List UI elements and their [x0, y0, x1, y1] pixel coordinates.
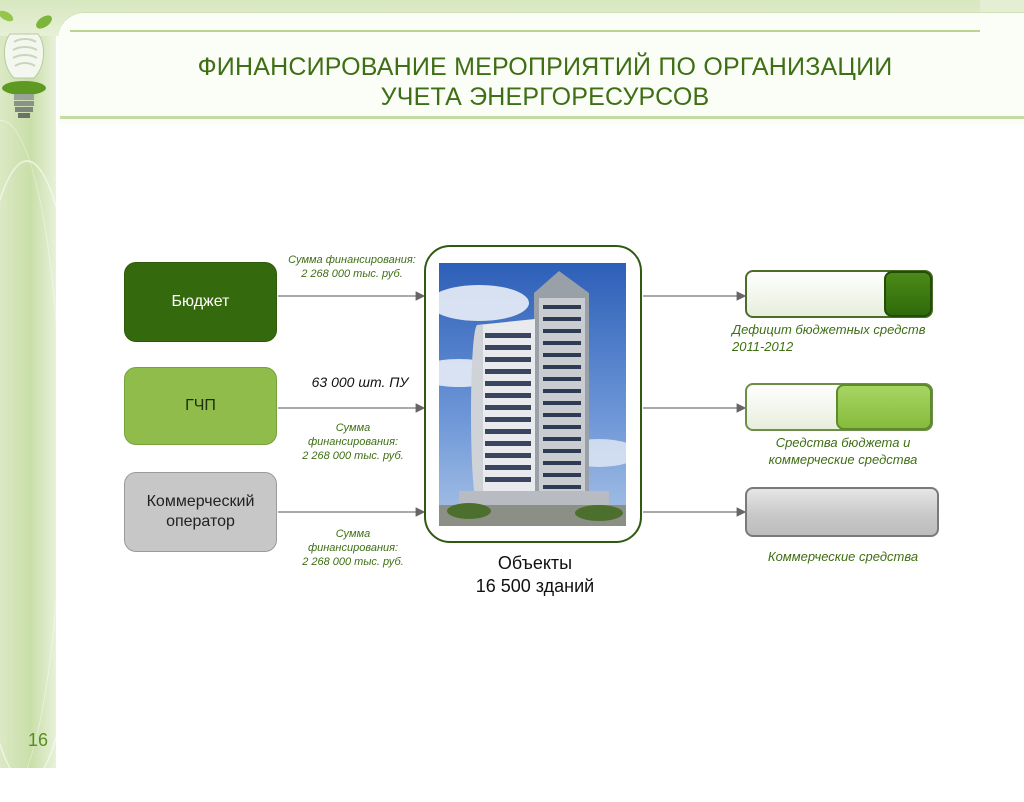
page-number: 16 — [28, 730, 49, 750]
objects-label — [440, 552, 630, 598]
funding-text: финансирования: — [307, 436, 399, 448]
result-bar-budget-deficit — [745, 270, 933, 318]
funding-label-commercial — [283, 527, 423, 569]
objects-count: 16 500 зданий — [475, 576, 595, 596]
title-line-2: УЧЕТА ЭНЕРГОРЕСУРСОВ — [380, 83, 710, 111]
result-label-commercial — [745, 548, 941, 565]
funding-text: Сумма — [335, 528, 371, 540]
source-commercial-box — [124, 472, 277, 552]
objects-title: Объекты — [497, 553, 573, 573]
source-budget-box — [124, 262, 277, 342]
funding-text: Сумма финансирования: — [288, 254, 416, 266]
result-bar-fill — [836, 384, 932, 430]
result-text: Средства бюджета и — [775, 435, 911, 450]
funding-amount: 2 268 000 тыс. руб. — [301, 268, 403, 280]
result-text: коммерческие средства — [768, 452, 918, 467]
source-commercial-label: Коммерческий оператор — [146, 493, 255, 530]
source-gchp-box — [124, 367, 277, 445]
meter-count-label: 63 000 шт. ПУ — [311, 374, 409, 390]
funding-text: финансирования: — [307, 542, 399, 554]
source-gchp-label: ГЧП — [185, 397, 216, 414]
result-bar-budget-and-commercial — [745, 383, 933, 431]
result-bar-commercial — [745, 487, 939, 537]
result-text: Дефицит бюджетных средств — [732, 322, 926, 337]
funding-amount: 2 268 000 тыс. руб. — [302, 556, 404, 568]
result-label-budget-and-commercial — [745, 434, 941, 468]
result-label-budget-deficit — [732, 321, 962, 355]
result-period: 2011-2012 — [732, 339, 794, 354]
funding-amount: 2 268 000 тыс. руб. — [302, 450, 404, 462]
title-line-1: ФИНАНСИРОВАНИЕ МЕРОПРИЯТИЙ ПО ОРГАНИЗАЦИИ — [197, 53, 893, 81]
result-bar-fill — [884, 271, 932, 317]
funding-text: Сумма — [335, 422, 371, 434]
funding-label-gchp — [283, 421, 423, 463]
building-photo — [439, 263, 626, 526]
source-budget-label: Бюджет — [171, 293, 230, 310]
funding-label-budget — [280, 253, 424, 281]
result-text: Коммерческие средства — [767, 549, 919, 564]
